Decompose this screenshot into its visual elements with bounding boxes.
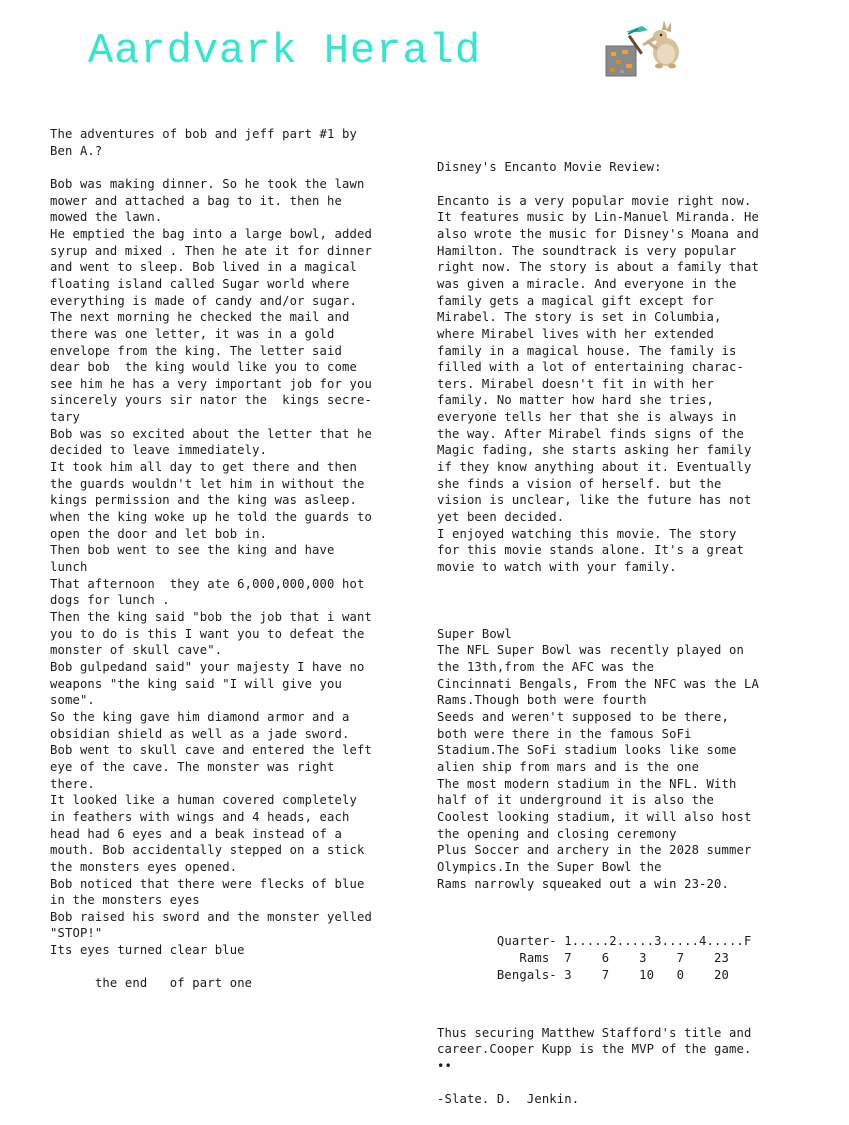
story-line: "STOP!" <box>50 926 103 941</box>
story-line: Then the king said "bob the job that i want <box>50 610 372 625</box>
encanto-line: family. No matter how hard she tries, <box>437 393 715 408</box>
super-bowl-line: Olympics.In the Super Bowl the <box>437 859 662 874</box>
super-bowl-line: the 13th,from the AFC was the <box>437 659 655 674</box>
story-line: the end of part one <box>50 976 253 991</box>
story-line: It took him all day to get there and then <box>50 460 357 475</box>
story-line: and went to sleep. Bob lived in a magical <box>50 260 357 275</box>
story-line: sincerely yours sir nator the kings secre- <box>50 393 372 408</box>
story-line: obsidian shield as well as a jade sword. <box>50 726 350 741</box>
closing-line: Thus securing Matthew Stafford's title and <box>437 1025 752 1040</box>
encanto-line: was given a miracle. And everyone in the <box>437 276 737 291</box>
closing-line: -Slate. D. Jenkin. <box>437 1092 580 1107</box>
story-line: floating island called Sugar world where <box>50 276 350 291</box>
story-line: the guards wouldn't let him in without the <box>50 476 365 491</box>
story-line: in the monsters eyes <box>50 893 200 908</box>
encanto-line: everyone tells her that she is always in <box>437 410 737 425</box>
story-line: dogs for lunch . <box>50 593 170 608</box>
encanto-line: also wrote the music for Disney's Moana and <box>437 226 759 241</box>
super-bowl-line: The most modern stadium in the NFL. With <box>437 776 737 791</box>
encanto-line: Hamilton. The soundtrack is very popular <box>437 243 737 258</box>
story-line: Bob raised his sword and the monster yelled <box>50 909 372 924</box>
super-bowl-line: Stadium.The SoFi stadium looks like some <box>437 743 737 758</box>
super-bowl-line: half of it underground it is also the <box>437 793 715 808</box>
story-line: see him he has a very important job for you <box>50 376 372 391</box>
closing-line: career.Cooper Kupp is the MVP of the game. <box>437 1042 752 1057</box>
story-line: decided to leave immediately. <box>50 443 268 458</box>
score-row: Quarter- 1.....2.....3.....4.....F <box>437 934 752 949</box>
score-row: Bengals- 3 7 10 0 20 <box>437 967 730 982</box>
story-line: there was one letter, it was in a gold <box>50 326 335 341</box>
story-line: dear bob the king would like you to come <box>50 360 357 375</box>
encanto-line: right now. The story is about a family that <box>437 260 759 275</box>
super-bowl-line: Coolest looking stadium, it will also host <box>437 809 752 824</box>
encanto-line: movie to watch with your family. <box>437 560 677 575</box>
encanto-line: Disney's Encanto Movie Review: <box>437 160 662 175</box>
super-bowl-line: Cincinnati Bengals, From the NFC was the LA <box>437 676 759 691</box>
closing-line: •• <box>437 1059 452 1074</box>
score-row: Rams 7 6 3 7 23 <box>437 951 730 966</box>
story-line: syrup and mixed . Then he ate it for dinner <box>50 243 372 258</box>
story-line: It looked like a human covered completely <box>50 793 357 808</box>
encanto-line: the way. After Mirabel finds signs of the <box>437 426 744 441</box>
story-line: He emptied the bag into a large bowl, added <box>50 226 372 241</box>
super-bowl-line: Rams narrowly squeaked out a win 23-20. <box>437 876 730 891</box>
story-line: the monsters eyes opened. <box>50 859 238 874</box>
bob-and-jeff-story <box>50 126 412 992</box>
story-line: The next morning he checked the mail and <box>50 310 350 325</box>
encanto-line: for this movie stands alone. It's a great <box>437 543 744 558</box>
super-bowl-article <box>437 626 799 893</box>
encanto-line: she finds a vision of herself. but the <box>437 476 722 491</box>
super-bowl-line: the opening and closing ceremony <box>437 826 677 841</box>
story-line: you to do is this I want you to defeat the <box>50 626 365 641</box>
encanto-line: where Mirabel lives with her extended <box>437 326 715 341</box>
aardvark-with-pickaxe-icon <box>604 20 684 80</box>
super-bowl-line: Seeds and weren't supposed to be there, <box>437 709 730 724</box>
encanto-line: ters. Mirabel doesn't fit in with her <box>437 376 715 391</box>
super-bowl-closing <box>437 1025 799 1108</box>
story-line: Bob went to skull cave and entered the left <box>50 743 372 758</box>
encanto-line: Magic fading, she starts asking her family <box>437 443 752 458</box>
story-line: in feathers with wings and 4 heads, each <box>50 809 350 824</box>
story-line: eye of the cave. The monster was right <box>50 759 335 774</box>
super-bowl-line: The NFL Super Bowl was recently played on <box>437 643 744 658</box>
story-line: mower and attached a bag to it. then he <box>50 193 343 208</box>
story-line: tary <box>50 410 80 425</box>
story-line: So the king gave him diamond armor and a <box>50 709 350 724</box>
story-line: Bob was so excited about the letter that he <box>50 426 372 441</box>
story-line: Ben A.? <box>50 143 103 158</box>
encanto-line <box>437 576 799 593</box>
encanto-line: filled with a lot of entertaining charac- <box>437 360 744 375</box>
story-line: weapons "the king said "I will give you <box>50 676 343 691</box>
encanto-line: Encanto is a very popular movie right now. <box>437 193 752 208</box>
encanto-line <box>437 176 799 193</box>
right-column <box>437 126 799 1125</box>
encanto-line: vision is unclear, like the future has not <box>437 493 752 508</box>
super-bowl-line: Rams.Though both were fourth <box>437 693 647 708</box>
story-line: there. <box>50 776 95 791</box>
story-line: envelope from the king. The letter said <box>50 343 343 358</box>
closing-line <box>437 1075 799 1092</box>
encanto-line: if they know anything about it. Eventually <box>437 460 752 475</box>
story-line: mowed the lawn. <box>50 210 163 225</box>
story-line: That afternoon they ate 6,000,000,000 hot <box>50 576 365 591</box>
story-line: some". <box>50 693 95 708</box>
masthead-title: Aardvark Herald <box>88 27 482 75</box>
super-bowl-line: Super Bowl <box>437 626 512 641</box>
super-bowl-line: both were there in the famous SoFi <box>437 726 692 741</box>
story-line: Bob was making dinner. So he took the lawn <box>50 176 365 191</box>
encanto-review <box>437 159 799 592</box>
super-bowl-line: alien ship from mars and is the one <box>437 759 700 774</box>
story-line: lunch <box>50 560 88 575</box>
story-line: Then bob went to see the king and have <box>50 543 335 558</box>
story-line: open the door and let bob in. <box>50 526 268 541</box>
story-line <box>50 959 412 976</box>
story-line: when the king woke up he told the guards to <box>50 510 372 525</box>
story-line: Bob gulpedand said" your majesty I have no <box>50 659 365 674</box>
encanto-line: family gets a magical gift except for <box>437 293 715 308</box>
story-line: monster of skull cave". <box>50 643 223 658</box>
story-line <box>50 159 412 176</box>
story-line: Bob noticed that there were flecks of blue <box>50 876 365 891</box>
story-line: head had 6 eyes and a beak instead of a <box>50 826 343 841</box>
story-line: The adventures of bob and jeff part #1 by <box>50 127 357 141</box>
story-line: everything is made of candy and/or sugar. <box>50 293 357 308</box>
story-line: Its eyes turned clear blue <box>50 943 245 958</box>
encanto-line: It features music by Lin-Manuel Miranda. He <box>437 210 759 225</box>
story-line: mouth. Bob accidentally stepped on a stick <box>50 843 365 858</box>
encanto-line: Mirabel. The story is set in Columbia, <box>437 310 722 325</box>
story-line: kings permission and the king was asleep. <box>50 493 357 508</box>
super-bowl-score-table <box>437 933 799 983</box>
encanto-line: yet been decided. <box>437 510 565 525</box>
encanto-line: family in a magical house. The family is <box>437 343 737 358</box>
encanto-line: I enjoyed watching this movie. The story <box>437 526 737 541</box>
super-bowl-line: Plus Soccer and archery in the 2028 summer <box>437 843 752 858</box>
